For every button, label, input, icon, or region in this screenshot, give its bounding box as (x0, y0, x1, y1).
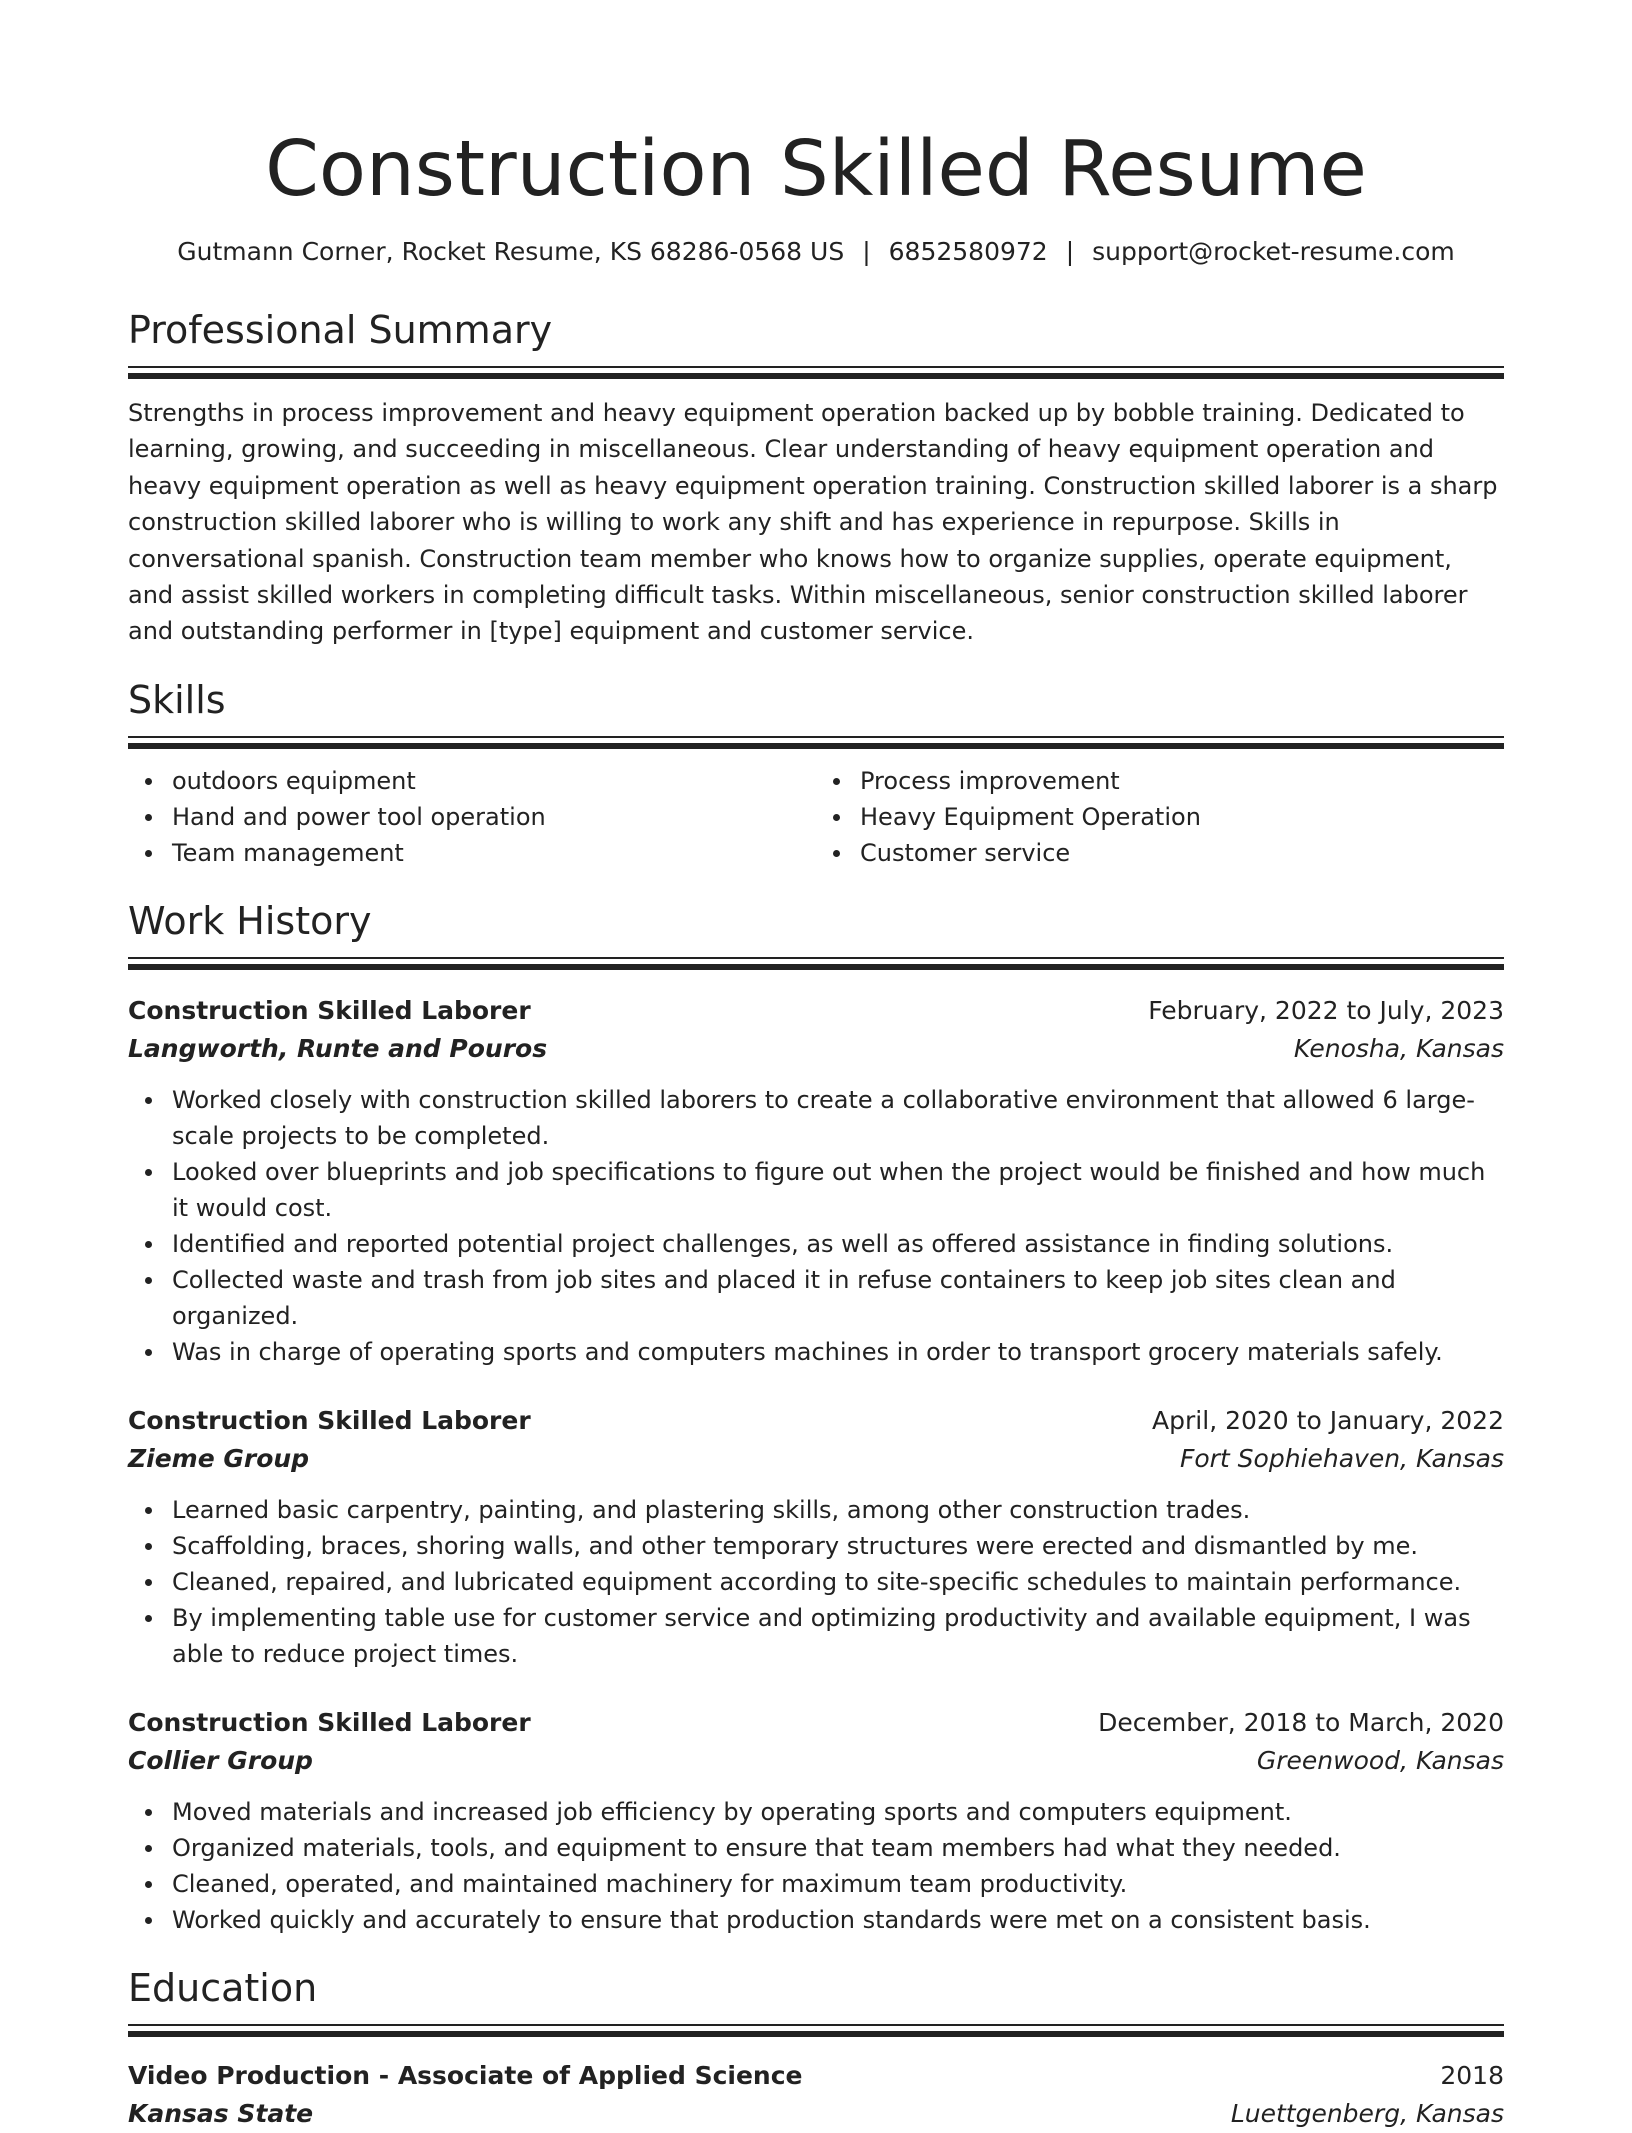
contact-phone: 6852580972 (888, 237, 1048, 266)
skill-item: Team management (128, 835, 816, 871)
duty-item: Learned basic carpentry, painting, and plastering skills, among other construction trades. (128, 1492, 1504, 1528)
summary-heading: Professional Summary (128, 308, 553, 352)
job-entry (128, 992, 1504, 1370)
duty-item: Worked closely with construction skilled laborers to create a collaborative environment that allowed 6 large-scale projects to be completed. (128, 1082, 1504, 1154)
skill-item: Process improvement (816, 763, 1504, 799)
job-location: Kenosha, Kansas (1293, 1033, 1504, 1063)
education-heading: Education (128, 1965, 318, 2010)
job-duties (128, 1794, 1504, 1938)
contact-address: Gutmann Corner, Rocket Resume, KS 68286-0568 US (177, 237, 845, 266)
duty-item: Identified and reported potential project challenges, as well as offered assistance in finding solutions. (128, 1226, 1504, 1262)
job-title: Construction Skilled Laborer (128, 1707, 531, 1737)
job-title: Construction Skilled Laborer (128, 995, 531, 1025)
work-history-section (128, 899, 1504, 970)
job-entry (128, 1704, 1504, 1938)
duty-item: Organized materials, tools, and equipment to ensure that team members had what they needed. (128, 1830, 1504, 1866)
duty-item: Cleaned, repaired, and lubricated equipment according to site-specific schedules to maintain performance. (128, 1564, 1504, 1600)
section-divider (128, 957, 1504, 970)
skills-column-left (128, 763, 816, 871)
summary-text: Strengths in process improvement and heavy equipment operation backed up by bobble training. Dedicated to learning, growing, and succeeding in miscellaneous. Clear understanding of heavy equipment operation and heavy equipment operation as well as heavy equipment operation training. Construction skilled laborer is a sharp construction skilled laborer who is willing to work any shift and has experience in repurpose. Skills in conversational spanish. Construction team member who knows how to organize supplies, operate equipment, and assist skilled workers in completing difficult tasks. Within miscellaneous, senior construction skilled laborer and outstanding performer in [type] equipment and customer service. (128, 399, 1498, 646)
job-duties (128, 1082, 1504, 1370)
skills-section (128, 678, 1504, 749)
duty-item: By implementing table use for customer service and optimizing productivity and available equipment, I was able to reduce project times. (128, 1600, 1504, 1672)
company-name: Collier Group (128, 1745, 313, 1775)
skill-item: Heavy Equipment Operation (816, 799, 1504, 835)
contact-separator: | (862, 237, 871, 266)
contact-separator: | (1065, 237, 1075, 266)
education-entry (128, 2057, 1504, 2133)
job-title: Construction Skilled Laborer (128, 1405, 531, 1435)
job-dates: December, 2018 to March, 2020 (1098, 1707, 1504, 1737)
resume-title: Construction Skilled Resume (265, 125, 1367, 214)
job-duties (128, 1492, 1504, 1672)
school-name: Kansas State (128, 2098, 314, 2128)
work-history-heading: Work History (128, 898, 372, 943)
school-location: Luettgenberg, Kansas (1230, 2098, 1504, 2128)
section-divider (128, 736, 1504, 749)
section-divider (128, 366, 1504, 379)
job-location: Fort Sophiehaven, Kansas (1179, 1443, 1504, 1473)
graduation-year: 2018 (1440, 2060, 1504, 2090)
duty-item: Cleaned, operated, and maintained machinery for maximum team productivity. (128, 1866, 1504, 1902)
skill-item: Hand and power tool operation (128, 799, 816, 835)
job-location: Greenwood, Kansas (1256, 1745, 1504, 1775)
contact-email: support@rocket-resume.com (1092, 237, 1455, 266)
job-dates: February, 2022 to July, 2023 (1148, 995, 1504, 1025)
job-list (128, 992, 1504, 1938)
duty-item: Moved materials and increased job efficiency by operating sports and computers equipment. (128, 1794, 1504, 1830)
skills-heading: Skills (128, 677, 226, 722)
skill-item: outdoors equipment (128, 763, 816, 799)
education-section (128, 1966, 1504, 2037)
degree-name: Video Production - Associate of Applied Science (128, 2060, 803, 2090)
skill-item: Customer service (816, 835, 1504, 871)
skills-column-right (816, 763, 1504, 871)
summary-section (128, 308, 1504, 379)
contact-line (128, 236, 1504, 268)
section-divider (128, 2024, 1504, 2037)
job-entry (128, 1402, 1504, 1672)
company-name: Langworth, Runte and Pouros (128, 1033, 548, 1063)
duty-item: Worked quickly and accurately to ensure that production standards were met on a consistent basis. (128, 1902, 1504, 1938)
company-name: Zieme Group (128, 1443, 310, 1473)
job-dates: April, 2020 to January, 2022 (1152, 1405, 1504, 1435)
skills-list (128, 763, 1504, 871)
duty-item: Was in charge of operating sports and computers machines in order to transport grocery materials safely. (128, 1334, 1504, 1370)
duty-item: Looked over blueprints and job specifications to figure out when the project would be finished and how much it would cost. (128, 1154, 1504, 1226)
duty-item: Scaffolding, braces, shoring walls, and other temporary structures were erected and dismantled by me. (128, 1528, 1504, 1564)
duty-item: Collected waste and trash from job sites and placed it in refuse containers to keep job sites clean and organized. (128, 1262, 1504, 1334)
